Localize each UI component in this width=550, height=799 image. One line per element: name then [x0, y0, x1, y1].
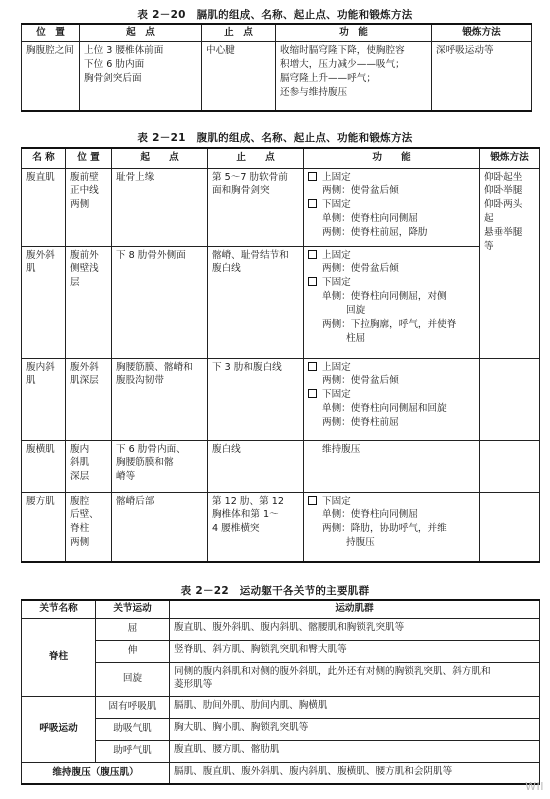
table-row — [22, 740, 540, 762]
table-row — [22, 696, 540, 718]
t22-muscles: 膈肌、肋间外肌、肋间内肌、胸横肌 — [170, 696, 540, 718]
t22-joint: 脊柱 — [22, 618, 96, 696]
t21-origin: 耻骨上缘 — [112, 168, 208, 246]
t22-muscles: 竖脊肌、斜方肌、胸锁乳突肌和臀大肌等 — [170, 640, 540, 662]
t21-position: 腹前外 侧壁浅 层 — [66, 246, 112, 358]
t22-motion: 助吸气肌 — [96, 718, 170, 740]
t22-muscles: 同侧的腹内斜肌和对侧的腹外斜肌，此外还有对侧的胸锁乳突肌、斜方肌和 菱形肌等 — [170, 662, 540, 696]
t22-motion: 固有呼吸肌 — [96, 696, 170, 718]
t21-exercise-empty — [480, 492, 540, 562]
t21-name: 腹内斜肌 — [22, 358, 66, 440]
t21-name: 腹直肌 — [22, 168, 66, 246]
t22-motion: 助呼气肌 — [96, 740, 170, 762]
t20-header-exercise: 锻炼方法 — [432, 24, 532, 41]
t22-last-muscles: 膈肌、腹直肌、腹外斜肌、腹内斜肌、腹横肌、腰方肌和会阴肌等 — [170, 762, 540, 784]
t22-muscles: 腹直肌、腰方肌、髂肋肌 — [170, 740, 540, 762]
t21-origin: 胸腰筋膜、髂嵴和 腹股沟韧带 — [112, 358, 208, 440]
t21-position: 腹腔 后壁、 脊柱 两侧 — [66, 492, 112, 562]
table-row — [22, 618, 540, 640]
t20-origin: 上位 3 腰椎体前面 下位 6 肋内面 胸骨剑突后面 — [80, 41, 202, 111]
t21-insertion: 髂嵴、耻骨结节和 腹白线 — [208, 246, 304, 358]
t21-exercise: 仰卧起坐 仰卧举腿 仰卧两头 起 悬垂举腿 等 — [480, 168, 540, 358]
t20-header-insertion: 止 点 — [202, 24, 276, 41]
table-row — [22, 246, 540, 358]
table-2-20 — [21, 23, 532, 112]
checkbox-icon — [308, 172, 317, 181]
t21-position: 腹外斜 肌深层 — [66, 358, 112, 440]
table-2-21 — [21, 147, 540, 563]
t22-header-motion: 关节运动 — [96, 600, 170, 618]
t20-header-origin: 起 点 — [80, 24, 202, 41]
t22-muscles: 胸大肌、胸小肌、胸锁乳突肌等 — [170, 718, 540, 740]
checkbox-icon — [308, 199, 317, 208]
t21-header-insertion: 止 点 — [208, 148, 304, 168]
t22-header-joint: 关节名称 — [22, 600, 96, 618]
t21-position: 腹内 斜肌 深层 — [66, 440, 112, 492]
checkbox-icon — [308, 496, 317, 505]
table-row — [22, 718, 540, 740]
checkbox-icon — [308, 277, 317, 286]
t21-header-function: 功 能 — [304, 148, 480, 168]
table-row — [22, 640, 540, 662]
t20-header-function: 功 能 — [276, 24, 432, 41]
t21-header-exercise: 锻炼方法 — [480, 148, 540, 168]
t22-last-label: 维持腹压（腹压肌） — [22, 762, 170, 784]
t21-name: 腹横肌 — [22, 440, 66, 492]
table-2-20-caption: 表 2－20 膈肌的组成、名称、起止点、功能和锻炼方法 — [137, 9, 413, 21]
t21-function: 上固定 两侧：使骨盆后倾 下固定 单侧：使脊柱向同侧屈和回旋 两侧：使脊柱前屈 — [304, 358, 480, 440]
t21-name: 腹外斜肌 — [22, 246, 66, 358]
t20-position: 胸腹腔之间 — [22, 41, 80, 111]
table-2-22-caption: 表 2－22 运动躯干各关节的主要肌群 — [180, 585, 370, 597]
t20-insertion: 中心腱 — [202, 41, 276, 111]
checkbox-icon — [308, 250, 317, 259]
t22-motion: 伸 — [96, 640, 170, 662]
t21-header-origin: 起 点 — [112, 148, 208, 168]
t21-origin: 髂嵴后部 — [112, 492, 208, 562]
checkbox-icon — [308, 389, 317, 398]
t22-joint: 呼吸运动 — [22, 696, 96, 762]
t21-origin: 下 8 肋骨外侧面 — [112, 246, 208, 358]
table-row — [22, 662, 540, 696]
t21-exercise-empty — [480, 440, 540, 492]
t20-exercise: 深呼吸运动等 — [432, 41, 532, 111]
table-2-22 — [21, 599, 540, 785]
t21-origin: 下 6 肋骨内面、 胸腰筋膜和髂 嵴等 — [112, 440, 208, 492]
table-2-21-caption: 表 2－21 腹肌的组成、名称、起止点、功能和锻炼方法 — [137, 132, 413, 144]
t22-header-muscles: 运动肌群 — [170, 600, 540, 618]
t21-insertion: 第 5～7 肋软骨前 面和胸骨剑突 — [208, 168, 304, 246]
table-row — [22, 168, 540, 246]
table-row — [22, 762, 540, 784]
table-row — [22, 358, 540, 440]
t22-motion: 屈 — [96, 618, 170, 640]
t21-function: 维持腹压 — [304, 440, 480, 492]
t21-insertion: 下 3 肋和腹白线 — [208, 358, 304, 440]
table-row — [22, 440, 540, 492]
t20-header-position: 位 置 — [22, 24, 80, 41]
t21-header-position: 位 置 — [66, 148, 112, 168]
t21-insertion: 腹白线 — [208, 440, 304, 492]
t21-insertion: 第 12 肋、第 12 胸椎体和第 1～ 4 腰椎横突 — [208, 492, 304, 562]
t21-exercise-empty — [480, 358, 540, 440]
t21-header-name: 名 称 — [22, 148, 66, 168]
t21-name: 腰方肌 — [22, 492, 66, 562]
t21-function: 下固定 单侧：使脊柱向同侧屈 两侧：降肋，协助呼气，并维 持腹压 — [304, 492, 480, 562]
table-row — [22, 492, 540, 562]
checkbox-icon — [308, 362, 317, 371]
t22-motion: 回旋 — [96, 662, 170, 696]
t20-function: 收缩时膈穹隆下降，使胸腔容 积增大，压力减少——吸气； 膈穹隆上升——呼气； 还参与维持腹压 — [276, 41, 432, 111]
t21-position: 腹前壁 正中线 两侧 — [66, 168, 112, 246]
t22-muscles: 腹直肌、腹外斜肌、腹内斜肌、髂腰肌和胸锁乳突肌等 — [170, 618, 540, 640]
t21-function: 上固定 两侧：使骨盆后倾 下固定 单侧：使脊柱向同侧屈，对侧 回旋 两侧：下拉胸廓，呼气，并使脊 柱屈 — [304, 246, 480, 358]
t21-function: 上固定 两侧：使骨盆后倾 下固定 单侧：使脊柱向同侧屈 两侧：使脊柱前屈，降肋 — [304, 168, 480, 246]
watermark: WII — [525, 780, 544, 793]
